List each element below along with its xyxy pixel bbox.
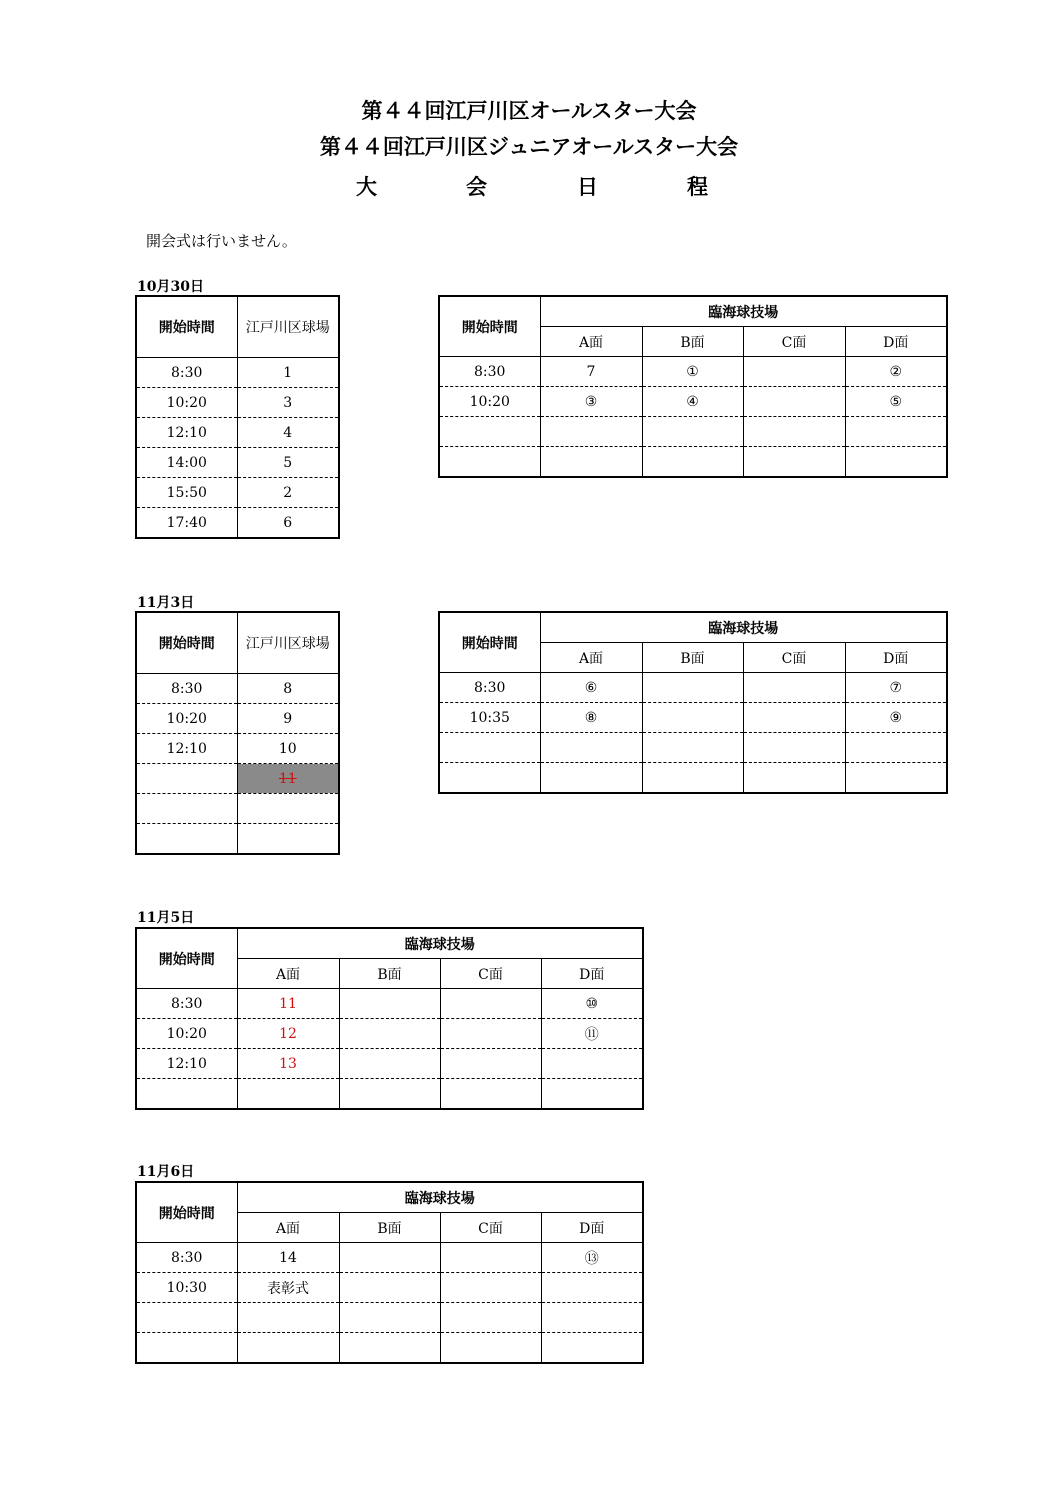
edogawa-header: 江戸川区球場 bbox=[237, 296, 339, 358]
time-cell: 8:30 bbox=[136, 358, 237, 388]
field-d-cell bbox=[541, 1049, 643, 1079]
field-d-cell bbox=[541, 1333, 643, 1364]
time-cell: 10:20 bbox=[136, 1019, 237, 1049]
field-c-cell bbox=[440, 1273, 541, 1303]
field-d-cell: ⑩ bbox=[541, 989, 643, 1019]
opening-ceremony-note: 開会式は行いません。 bbox=[146, 232, 297, 250]
field-d-cell bbox=[541, 1079, 643, 1110]
rinkai-table bbox=[135, 1181, 644, 1364]
rinkai-header: 臨海球技場 bbox=[540, 612, 947, 643]
time-cell bbox=[136, 1303, 237, 1333]
edogawa-table bbox=[135, 295, 340, 539]
field-a-cell bbox=[237, 1079, 339, 1110]
field-c-cell bbox=[743, 703, 845, 733]
title-line-2: 第４４回江戸川区ジュニアオールスター大会 bbox=[319, 134, 739, 159]
field-c-cell bbox=[440, 1079, 541, 1110]
day-date: 10月30日 bbox=[137, 279, 204, 295]
title-char: 会 bbox=[466, 174, 487, 199]
field-a-cell bbox=[540, 447, 642, 478]
title-char: 大 bbox=[356, 174, 377, 199]
field-d-cell: ② bbox=[845, 357, 947, 387]
time-cell: 17:40 bbox=[136, 508, 237, 539]
field-a-header: A面 bbox=[540, 643, 642, 673]
game-cell bbox=[237, 824, 339, 855]
field-b-cell bbox=[339, 1049, 440, 1079]
time-cell: 14:00 bbox=[136, 448, 237, 478]
game-cell: 3 bbox=[237, 388, 339, 418]
time-cell: 10:20 bbox=[136, 388, 237, 418]
time-cell bbox=[136, 764, 237, 794]
field-b-header: B面 bbox=[642, 327, 743, 357]
field-c-cell bbox=[743, 387, 845, 417]
field-b-header: B面 bbox=[339, 959, 440, 989]
field-c-cell bbox=[440, 1333, 541, 1364]
time-cell bbox=[439, 733, 540, 763]
rinkai-header: 臨海球技場 bbox=[540, 296, 947, 327]
field-d-header: D面 bbox=[845, 327, 947, 357]
game-cell: 8 bbox=[237, 674, 339, 704]
time-cell: 8:30 bbox=[136, 1243, 237, 1273]
field-d-cell bbox=[845, 733, 947, 763]
rinkai-table bbox=[438, 295, 948, 478]
field-d-cell: ⑤ bbox=[845, 387, 947, 417]
field-c-header: C面 bbox=[440, 1213, 541, 1243]
field-b-cell bbox=[339, 989, 440, 1019]
field-c-cell bbox=[440, 1049, 541, 1079]
field-d-header: D面 bbox=[845, 643, 947, 673]
field-a-header: A面 bbox=[540, 327, 642, 357]
day-date: 11月3日 bbox=[137, 595, 195, 611]
time-cell bbox=[136, 1079, 237, 1110]
time-cell bbox=[439, 447, 540, 478]
start-time-header: 開始時間 bbox=[136, 612, 237, 674]
field-a-cell bbox=[540, 763, 642, 794]
field-a-cell: ⑥ bbox=[540, 673, 642, 703]
field-b-cell bbox=[642, 673, 743, 703]
day-date: 11月5日 bbox=[137, 910, 195, 926]
time-cell bbox=[136, 794, 237, 824]
field-c-cell bbox=[743, 763, 845, 794]
field-b-cell bbox=[642, 417, 743, 447]
field-b-cell bbox=[339, 1303, 440, 1333]
game-cell: 2 bbox=[237, 478, 339, 508]
time-cell: 8:30 bbox=[439, 673, 540, 703]
rinkai-table bbox=[135, 927, 644, 1110]
time-cell: 8:30 bbox=[136, 989, 237, 1019]
field-b-cell bbox=[642, 763, 743, 794]
field-a-cell bbox=[237, 1303, 339, 1333]
field-d-cell bbox=[541, 1303, 643, 1333]
start-time-header: 開始時間 bbox=[136, 928, 237, 989]
field-d-cell bbox=[541, 1273, 643, 1303]
field-a-cell: 7 bbox=[540, 357, 642, 387]
field-d-header: D面 bbox=[541, 1213, 643, 1243]
edogawa-table bbox=[135, 611, 340, 855]
time-cell: 8:30 bbox=[136, 674, 237, 704]
field-b-cell bbox=[339, 1273, 440, 1303]
field-b-cell bbox=[339, 1079, 440, 1110]
field-d-cell bbox=[845, 417, 947, 447]
start-time-header: 開始時間 bbox=[439, 612, 540, 673]
game-cell: 10 bbox=[237, 734, 339, 764]
field-b-header: B面 bbox=[339, 1213, 440, 1243]
rinkai-header: 臨海球技場 bbox=[237, 928, 643, 959]
time-cell: 10:35 bbox=[439, 703, 540, 733]
field-a-cell bbox=[237, 1333, 339, 1364]
field-a-cell: ⑧ bbox=[540, 703, 642, 733]
field-d-cell bbox=[845, 447, 947, 478]
day-date: 11月6日 bbox=[137, 1164, 195, 1180]
field-a-cell: 11 bbox=[237, 989, 339, 1019]
field-c-header: C面 bbox=[440, 959, 541, 989]
field-c-header: C面 bbox=[743, 643, 845, 673]
start-time-header: 開始時間 bbox=[136, 296, 237, 358]
time-cell bbox=[439, 763, 540, 794]
field-b-cell bbox=[642, 447, 743, 478]
time-cell: 15:50 bbox=[136, 478, 237, 508]
field-a-cell: 14 bbox=[237, 1243, 339, 1273]
time-cell: 10:20 bbox=[439, 387, 540, 417]
field-c-cell bbox=[440, 989, 541, 1019]
field-c-header: C面 bbox=[743, 327, 845, 357]
game-cell: 5 bbox=[237, 448, 339, 478]
field-b-cell bbox=[339, 1333, 440, 1364]
game-cell: 9 bbox=[237, 704, 339, 734]
start-time-header: 開始時間 bbox=[136, 1182, 237, 1243]
field-d-cell bbox=[845, 763, 947, 794]
field-a-cell: ③ bbox=[540, 387, 642, 417]
field-b-cell bbox=[339, 1243, 440, 1273]
field-c-cell bbox=[440, 1243, 541, 1273]
game-cell: 6 bbox=[237, 508, 339, 539]
field-c-cell bbox=[743, 417, 845, 447]
game-cell: 1 bbox=[237, 358, 339, 388]
time-cell bbox=[439, 417, 540, 447]
field-c-cell bbox=[743, 733, 845, 763]
field-b-cell bbox=[339, 1019, 440, 1049]
field-b-header: B面 bbox=[642, 643, 743, 673]
time-cell: 8:30 bbox=[439, 357, 540, 387]
field-b-cell bbox=[642, 703, 743, 733]
field-d-cell: ⑪ bbox=[541, 1019, 643, 1049]
field-a-header: A面 bbox=[237, 959, 339, 989]
game-cell: 4 bbox=[237, 418, 339, 448]
field-a-cell: 12 bbox=[237, 1019, 339, 1049]
edogawa-header: 江戸川区球場 bbox=[237, 612, 339, 674]
rinkai-header: 臨海球技場 bbox=[237, 1182, 643, 1213]
field-c-cell bbox=[440, 1303, 541, 1333]
field-b-cell: ④ bbox=[642, 387, 743, 417]
time-cell: 12:10 bbox=[136, 418, 237, 448]
field-b-cell: ① bbox=[642, 357, 743, 387]
field-d-cell: ⑨ bbox=[845, 703, 947, 733]
time-cell: 12:10 bbox=[136, 734, 237, 764]
time-cell bbox=[136, 1333, 237, 1364]
field-a-cell bbox=[540, 417, 642, 447]
title-char: 日 bbox=[577, 174, 598, 199]
field-a-header: A面 bbox=[237, 1213, 339, 1243]
field-b-cell bbox=[642, 733, 743, 763]
field-a-cell: 表彰式 bbox=[237, 1273, 339, 1303]
start-time-header: 開始時間 bbox=[439, 296, 540, 357]
field-c-cell bbox=[440, 1019, 541, 1049]
field-d-cell: ⑦ bbox=[845, 673, 947, 703]
field-c-cell bbox=[743, 673, 845, 703]
time-cell bbox=[136, 824, 237, 855]
time-cell: 10:20 bbox=[136, 704, 237, 734]
field-a-cell: 13 bbox=[237, 1049, 339, 1079]
time-cell: 10:30 bbox=[136, 1273, 237, 1303]
cancelled-game-cell: 11 bbox=[237, 764, 339, 794]
field-d-cell: ⑬ bbox=[541, 1243, 643, 1273]
field-c-cell bbox=[743, 357, 845, 387]
field-d-header: D面 bbox=[541, 959, 643, 989]
field-c-cell bbox=[743, 447, 845, 478]
title-line-3 bbox=[0, 174, 1058, 200]
title-char: 程 bbox=[687, 174, 708, 199]
field-a-cell bbox=[540, 733, 642, 763]
time-cell: 12:10 bbox=[136, 1049, 237, 1079]
game-cell bbox=[237, 794, 339, 824]
title-line-1: 第４４回江戸川区オールスター大会 bbox=[361, 98, 697, 123]
rinkai-table bbox=[438, 611, 948, 794]
